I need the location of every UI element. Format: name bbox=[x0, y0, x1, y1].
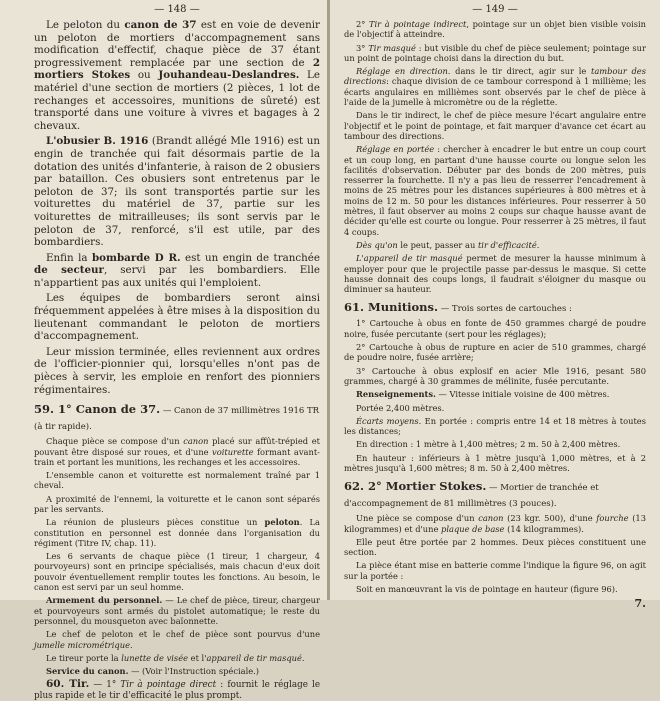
paragraph: Renseignements. — Vitesse initiale voisine de 400 mètres. bbox=[356, 389, 610, 400]
paragraph: Leur mission terminée, elles reviennent aux ordres de l'officier-pionnier qui, lorsqu'elles n'ont pas de pièces à servir, les emploie en renfort des pionniers régimentaires. bbox=[34, 345, 320, 396]
paragraph: La réunion de plusieurs pièces constitue un peloton. La constitution en personnel est donnée dans l'organisation du régiment (Titre IV, chap. 11). bbox=[34, 517, 320, 548]
signature-mark: 7. bbox=[634, 597, 646, 611]
paragraph: Les 6 servants de chaque pièce (1 tireur, 1 chargeur, 4 pourvoyeurs) sont en principe spécialisés, mais chacun d'eux doit pouvoir éventuellement remplir toutes les fonctions. Au besoin, le canon est servi par un seul homme. bbox=[34, 551, 320, 593]
paragraph: Les équipes de bombardiers seront ainsi fréquemment appelées à être mises à la disposition du lieutenant commandant le peloton de mortiers d'accompagnement. bbox=[34, 292, 320, 343]
paragraph: Réglage en direction. dans le tir direct, agir sur le tambour des directions: chaque division de ce tambour correspond à 1 millième; les écarts angulaires en millièmes sont observés par le chef de pièce à l'aide de la jumelle à micromètre ou de la réglette. bbox=[344, 66, 646, 108]
paragraph: Armement du personnel. — Le chef de pièce, tireur, chargeur et pourvoyeurs sont armés du pistolet automatique; le reste du personnel, du mousqueton avec baïonnette. bbox=[34, 595, 320, 626]
paragraph: En direction : 1 mètre à 1,400 mètres; 2 m. 50 à 2,400 mètres. bbox=[356, 439, 621, 450]
paragraph: Portée 2,400 mètres. bbox=[356, 402, 445, 413]
paragraph: Réglage en portée : chercher à encadrer le but entre un coup court et un coup long, en partant d'une hausse courte ou longue selon les facilités d'observation. Débuter par des bonds de 200 mètres, puis resserrer la fourchette. Il n'y a pas lieu de resserrer l'encadrement à moins de 25 mètres pour les distances supérieures à 800 mètres et à moins de 12 m. 50 pour les distances inférieures. Pour resserrer à 50 mètres, il faut observer au moins 2 coups sur chaque hausse avant de décider qu'elle est courte ou longue. Pour resserrer à 25 mètres, il faut 4 coups. bbox=[344, 144, 646, 237]
list-item: 1° Cartouche à obus en fonte de 450 grammes chargé de poudre noire, fusée percutante (sert pour les réglages); bbox=[344, 318, 646, 339]
section-heading: 62. 2° Mortier Stokes. — Mortier de tranchée et d'accompagnement de 81 millimètres (3 pouces). bbox=[344, 479, 599, 510]
section-heading: 61. Munitions. — Trois sortes de cartouches : bbox=[344, 300, 572, 315]
paragraph: La pièce étant mise en batterie comme l'indique la figure 96, on agit sur la portée : bbox=[344, 560, 646, 581]
paragraph: Dès qu'on le peut, passer au tir d'efficacité. bbox=[356, 239, 540, 250]
paragraph: En hauteur : inférieurs à 1 mètre jusqu'à 1,000 mètres, et à 2 mètres jusqu'à 1,600 mètres; 8 m. 50 à 2,400 mètres. bbox=[344, 452, 646, 473]
paragraph: Le chef de peloton et le chef de pièce sont pourvus d'une jumelle micrométrique. bbox=[34, 629, 320, 650]
paragraph: Une pièce se compose d'un canon (23 kgr. 500), d'une fourche (13 kilogrammes) et d'une plaque de base (14 kilogrammes). bbox=[344, 513, 646, 534]
paragraph: A proximité de l'ennemi, la voiturette et le canon sont séparés par les servants. bbox=[34, 493, 320, 514]
page-number: — 148 — bbox=[154, 4, 200, 15]
paragraph: Le tireur porte la lunette de visée et l'appareil de tir masqué. bbox=[46, 652, 305, 663]
paragraph: Écarts moyens. En portée : compris entre 14 et 18 mètres à toutes les distances; bbox=[344, 415, 646, 437]
page-number: — 149 — bbox=[472, 4, 518, 15]
list-item: 3° Cartouche à obus explosif en acier Mle 1916, pesant 580 grammes, chargé à 30 grammes de mélinite, fusée percutante. bbox=[344, 365, 646, 386]
paragraph: L'appareil de tir masqué permet de mesurer la hausse minimum à employer pour que le projectile passe par-dessus le masque. Si cette hausse donnait des coups longs, il faudrait s'éloigner du masque ou diminuer sa hauteur. bbox=[344, 253, 647, 295]
list-item: 2° Cartouche à obus de rupture en acier de 510 grammes, chargé de poudre noire, fusée arrière; bbox=[344, 342, 646, 363]
paragraph: Chaque pièce se compose d'un canon placé sur affût-trépied et pouvant être disposé sur roues, et d'une voiturette formant avant-train et portant les munitions, les rechanges et les accessoires. bbox=[34, 436, 320, 467]
paragraph: Enfin la bombarde D R. est un engin de tranchée de secteur, servi par les bombardiers. Elle n'appartient pas aux unités qui l'emploient. bbox=[34, 251, 320, 289]
paragraph: Dans le tir indirect, le chef de pièce mesure l'écart angulaire entre l'objectif et le point de pointage, et fait marquer d'avance cet écart au tambour des directions. bbox=[344, 110, 646, 141]
section-heading: 59. 1° Canon de 37. — Canon de 37 millimètres 1916 TR (à tir rapide). bbox=[34, 402, 320, 433]
paragraph: Soit en manœuvrant la vis de pointage en hauteur (figure 96). bbox=[356, 584, 618, 595]
paragraph: L'obusier B. 1916 (Brandt allégé Mle 1916) est un engin de tranchée qui fait désormais partie de la dotation des unités d'infanterie, à raison de 2 obusiers par bataillon. Ces obusiers sont entretenus par le peloton de 37; ils sont transportés partie sur les voiturettes du matériel de 37, partie sur les voiturettes de mitrailleuses; ils sont servis par le peloton de 37, renforcé, s'il est utile, par des bombardiers. bbox=[34, 135, 320, 249]
right-page bbox=[330, 0, 660, 611]
paragraph: 2° Tir à pointage indirect, pointage sur un objet bien visible voisin de l'objectif à atteindre. bbox=[344, 19, 646, 40]
paragraph: Le peloton du canon de 37 est en voie de devenir un peloton de mortiers d'accompagnement sans modification d'effectif, chaque pièce de 37 étant progressivement remplacée par une section de 2 mortiers Stokes ou Jouhandeau-Deslandres. Le matériel d'une section de mortiers (2 pièces, 1 lot de rechanges et accessoires, munitions de sûreté) est transporté dans une voiture à vivres et bagages à 2 chevaux. bbox=[34, 19, 320, 132]
paragraph: 3° Tir masqué : but visible du chef de pièce seulement; pointage sur un point de pointage choisi dans la direction du but. bbox=[344, 42, 646, 63]
left-page bbox=[0, 0, 328, 701]
paragraph: 60. Tir. — 1° Tir à pointage direct : fournit le réglage le plus rapide et le tir d'efficacité le plus prompt. bbox=[34, 678, 321, 701]
paragraph: Service du canon. — (Voir l'Instruction spéciale.) bbox=[46, 666, 260, 677]
paragraph: Elle peut être portée par 2 hommes. Deux pièces constituent une section. bbox=[344, 536, 646, 558]
paragraph: L'ensemble canon et voiturette est normalement traîné par 1 cheval. bbox=[34, 470, 320, 491]
